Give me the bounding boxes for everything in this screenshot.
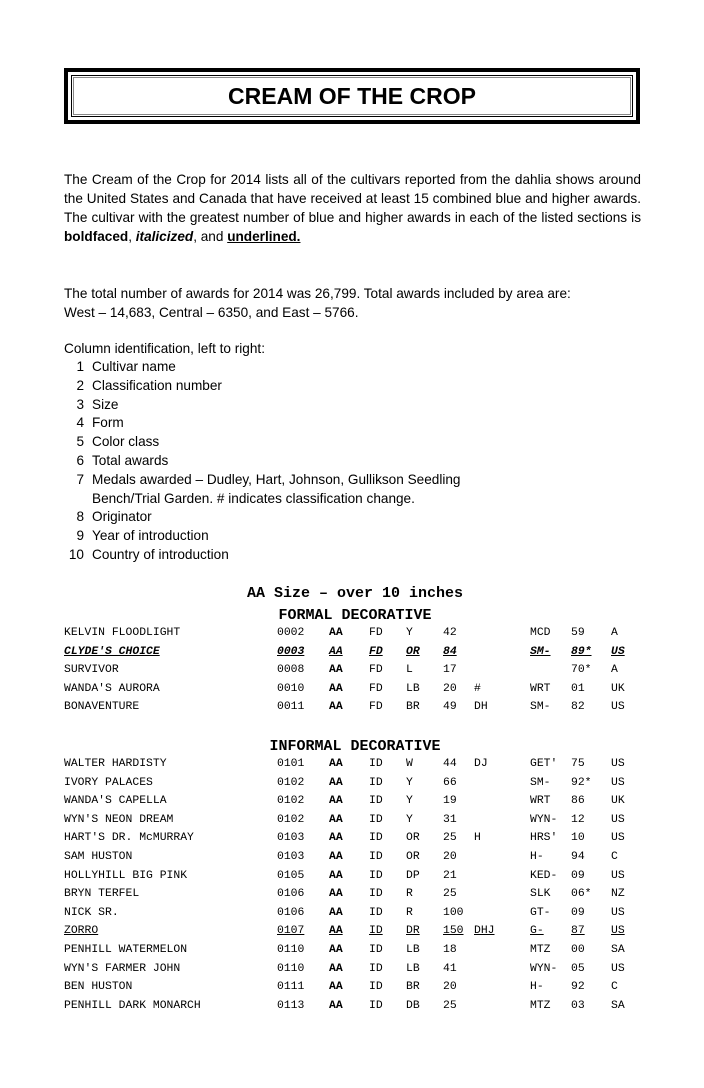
country-cell: US [611,832,625,845]
year-of-introduction-cell: 06* [571,888,592,901]
originator-cell: SM- [530,776,551,789]
color-class-cell: LB [406,943,420,956]
cultivar-name-cell: HOLLYHILL BIG PINK [64,869,188,882]
country-cell: US [611,776,625,789]
totals-line-2: West – 14,683, Central – 6350, and East – 5766. [64,305,359,320]
total-awards-cell: 84 [443,645,457,658]
italic-example: italicized [135,229,194,244]
year-of-introduction-cell: 89* [571,645,592,658]
originator-cell: MTZ [530,999,551,1012]
form-cell: FD [369,627,383,639]
size-cell: AA [329,850,343,863]
color-class-cell: LB [406,682,420,695]
medals-cell: # [474,682,481,695]
year-of-introduction-cell: 12 [571,813,585,826]
total-awards-cell: 42 [443,627,457,639]
year-of-introduction-cell: 75 [571,758,585,770]
column-identification-item [64,414,461,433]
underline-example: underlined. [227,229,301,244]
size-cell: AA [329,888,343,901]
color-class-cell: BR [406,701,420,714]
item-text: Form [92,415,124,431]
country-cell: US [611,758,625,770]
color-class-cell: Y [406,795,413,808]
originator-cell: SM- [530,701,551,714]
country-cell: UK [611,682,625,695]
color-class-cell: DP [406,869,420,882]
column-identification-item [64,527,461,546]
item-number: 6 [76,452,84,468]
country-cell: C [611,850,618,863]
cultivar-name-cell: SAM HUSTON [64,850,133,863]
form-cell: ID [369,906,383,919]
separator: , and [193,229,228,244]
classification-number-cell: 0110 [277,962,305,975]
year-of-introduction-cell: 82 [571,701,585,714]
cultivar-name-cell: WYN'S NEON DREAM [64,813,174,826]
item-text: Year of introduction [92,528,209,544]
color-class-cell: DR [406,925,420,938]
color-class-cell: DB [406,999,420,1012]
totals-paragraph [64,284,641,322]
color-class-cell: OR [406,850,420,863]
medals-cell: H [474,832,481,845]
item-number: 3 [76,396,84,412]
form-cell: ID [369,888,383,901]
year-of-introduction-cell: 03 [571,999,585,1012]
year-of-introduction-cell: 09 [571,906,585,919]
totals-line-1: The total number of awards for 2014 was 26,799. Total awards included by area are: [64,286,571,301]
form-cell: ID [369,981,383,994]
color-class-cell: OR [406,832,420,845]
item-text: Originator [92,509,152,525]
classification-number-cell: 0102 [277,813,305,826]
medals-cell: DH [474,701,488,714]
size-cell: AA [329,664,343,677]
color-class-cell: W [406,758,413,770]
total-awards-cell: 25 [443,832,457,845]
form-cell: ID [369,962,383,975]
year-of-introduction-cell: 92* [571,776,592,789]
form-cell: ID [369,943,383,956]
cultivar-name-cell: NICK SR. [64,906,119,919]
total-awards-cell: 20 [443,850,457,863]
page-title: CREAM OF THE CROP [228,82,476,109]
originator-cell: GT- [530,906,551,919]
form-cell: ID [369,850,383,863]
informal-decorative-title: INFORMAL DECORATIVE [269,738,441,755]
form-cell: ID [369,832,383,845]
classification-number-cell: 0110 [277,943,305,956]
total-awards-cell: 17 [443,664,457,677]
year-of-introduction-cell: 10 [571,832,585,845]
classification-number-cell: 0010 [277,682,305,695]
form-cell: ID [369,999,383,1012]
originator-cell: WRT [530,795,551,808]
total-awards-cell: 19 [443,795,457,808]
country-cell: US [611,813,625,826]
cultivar-name-cell: HART'S DR. McMURRAY [64,832,194,845]
cultivar-name-cell: BONAVENTURE [64,701,140,714]
total-awards-cell: 31 [443,813,457,826]
classification-number-cell: 0106 [277,906,305,919]
color-class-cell: LB [406,962,420,975]
cultivar-name-cell: PENHILL WATERMELON [64,943,188,956]
medals-cell: DJ [474,758,488,770]
cultivar-name-cell: WYN'S FARMER JOHN [64,962,181,975]
year-of-introduction-cell: 70* [571,664,592,677]
total-awards-cell: 49 [443,701,457,714]
originator-cell: HRS' [530,832,558,845]
country-cell: SA [611,999,625,1012]
total-awards-cell: 41 [443,962,457,975]
size-cell: AA [329,795,343,808]
originator-cell: G- [530,925,544,938]
column-identification-item [64,433,461,452]
cultivar-name-cell: WANDA'S AURORA [64,682,160,695]
classification-number-cell: 0002 [277,627,305,639]
item-text: Classification number [92,377,222,393]
form-cell: FD [369,645,383,658]
cultivar-name-cell: BEN HUSTON [64,981,133,994]
size-cell: AA [329,925,343,938]
form-cell: ID [369,776,383,789]
column-identification-item [64,546,461,565]
originator-cell: KED- [530,869,558,882]
country-cell: US [611,645,625,658]
country-cell: A [611,664,618,677]
color-class-cell: Y [406,627,413,639]
country-cell: US [611,925,625,938]
item-number: 2 [76,377,84,393]
classification-number-cell: 0103 [277,850,305,863]
color-class-cell: L [406,664,413,677]
color-class-cell: R [406,906,413,919]
classification-number-cell: 0102 [277,776,305,789]
form-cell: ID [369,758,383,770]
title-box [64,68,640,124]
column-identification-item [64,452,461,471]
total-awards-cell: 20 [443,682,457,695]
cultivar-name-cell: WANDA'S CAPELLA [64,795,167,808]
column-identification-item [64,377,461,396]
total-awards-cell: 25 [443,999,457,1012]
originator-cell: MCD [530,627,551,639]
total-awards-cell: 44 [443,758,457,770]
item-number: 1 [76,359,84,374]
form-cell: ID [369,795,383,808]
originator-cell: H- [530,850,544,863]
country-cell: C [611,981,618,994]
country-cell: UK [611,795,625,808]
country-cell: US [611,906,625,919]
size-cell: AA [329,999,343,1012]
classification-number-cell: 0111 [277,981,305,994]
originator-cell: SLK [530,888,551,901]
color-class-cell: OR [406,645,420,658]
originator-cell: WRT [530,682,551,695]
size-cell: AA [329,906,343,919]
originator-cell: WYN- [530,813,558,826]
year-of-introduction-cell: 09 [571,869,585,882]
formal-decorative-title: FORMAL DECORATIVE [278,607,432,624]
intro-paragraph [64,170,641,246]
item-number: 5 [76,434,84,450]
size-cell: AA [329,813,343,826]
year-of-introduction-cell: 00 [571,943,585,956]
form-cell: FD [369,682,383,695]
originator-cell: H- [530,981,544,994]
country-cell: US [611,962,625,975]
classification-number-cell: 0107 [277,925,305,938]
country-cell: NZ [611,888,625,901]
total-awards-cell: 25 [443,888,457,901]
size-cell: AA [329,962,343,975]
item-text: Color class [92,434,160,450]
year-of-introduction-cell: 05 [571,962,585,975]
year-of-introduction-cell: 87 [571,925,585,938]
item-text: Size [92,396,119,412]
color-class-cell: Y [406,776,413,789]
item-number: 9 [76,528,84,544]
item-number: 7 [76,471,84,487]
size-cell: AA [329,627,343,639]
total-awards-cell: 150 [443,925,464,938]
form-cell: ID [369,869,383,882]
bold-example: boldfaced [64,229,129,244]
cultivar-name-cell: PENHILL DARK MONARCH [64,999,201,1012]
form-cell: FD [369,701,383,714]
year-of-introduction-cell: 59 [571,627,585,639]
cultivar-name-cell: BRYN TERFEL [64,888,140,901]
originator-cell: WYN- [530,962,558,975]
year-of-introduction-cell: 01 [571,682,585,695]
form-cell: ID [369,813,383,826]
country-cell: A [611,627,618,639]
country-cell: US [611,869,625,882]
item-text: Medals awarded – Dudley, Hart, Johnson, Gullikson Seedling [92,471,461,487]
size-cell: AA [329,832,343,845]
classification-number-cell: 0105 [277,869,305,882]
size-cell: AA [329,701,343,714]
country-cell: SA [611,943,625,956]
item-text: Cultivar name [92,359,176,374]
total-awards-cell: 100 [443,906,464,919]
item-text-continuation: Bench/Trial Garden. # indicates classification change. [92,490,415,506]
item-number: 4 [76,415,84,431]
form-cell: FD [369,664,383,677]
color-class-cell: Y [406,813,413,826]
classification-number-cell: 0102 [277,795,305,808]
item-text: Total awards [92,452,169,468]
column-identification-item [64,358,461,377]
column-identification-item [64,508,461,527]
cultivar-name-cell: WALTER HARDISTY [64,758,167,770]
originator-cell: SM- [530,645,551,658]
year-of-introduction-cell: 86 [571,795,585,808]
cultivar-name-cell: CLYDE'S CHOICE [64,645,160,658]
color-class-cell: R [406,888,413,901]
classification-number-cell: 0106 [277,888,305,901]
size-section-title: AA Size – over 10 inches [246,585,464,602]
separator: , [128,229,136,244]
originator-cell: GET' [530,758,558,770]
size-cell: AA [329,645,343,658]
title-inner-frame [71,75,633,117]
classification-number-cell: 0103 [277,832,305,845]
medals-cell: DHJ [474,925,495,938]
classification-number-cell: 0003 [277,645,305,658]
size-cell: AA [329,776,343,789]
classification-number-cell: 0008 [277,664,305,677]
size-cell: AA [329,758,343,770]
form-cell: ID [369,925,383,938]
total-awards-cell: 21 [443,869,457,882]
intro-text: The Cream of the Crop for 2014 lists all of the cultivars reported from the dahlia shows around the United States and Canada that have received at least 15 combined blue and higher awards. The cultivar with the greatest number of blue and higher awards in each of the listed sections is [64,172,641,225]
column-identification-item [64,471,461,490]
cultivar-name-cell: KELVIN FLOODLIGHT [64,627,181,639]
size-cell: AA [329,981,343,994]
total-awards-cell: 20 [443,981,457,994]
total-awards-cell: 18 [443,943,457,956]
originator-cell: MTZ [530,943,551,956]
size-cell: AA [329,943,343,956]
cultivar-name-cell: ZORRO [64,925,99,938]
cultivar-name-cell: SURVIVOR [64,664,119,677]
country-cell: US [611,701,625,714]
classification-number-cell: 0101 [277,758,305,770]
column-identification-item [64,396,461,415]
columns-heading: Column identification, left to right: [64,341,265,356]
year-of-introduction-cell: 92 [571,981,585,994]
column-identification-list [64,358,461,565]
color-class-cell: BR [406,981,420,994]
item-number: 10 [68,546,84,562]
size-cell: AA [329,869,343,882]
year-of-introduction-cell: 94 [571,850,585,863]
total-awards-cell: 66 [443,776,457,789]
size-cell: AA [329,682,343,695]
cultivar-name-cell: IVORY PALACES [64,776,153,789]
item-number: 8 [76,509,84,525]
classification-number-cell: 0011 [277,701,305,714]
item-text: Country of introduction [92,546,229,562]
classification-number-cell: 0113 [277,999,305,1012]
